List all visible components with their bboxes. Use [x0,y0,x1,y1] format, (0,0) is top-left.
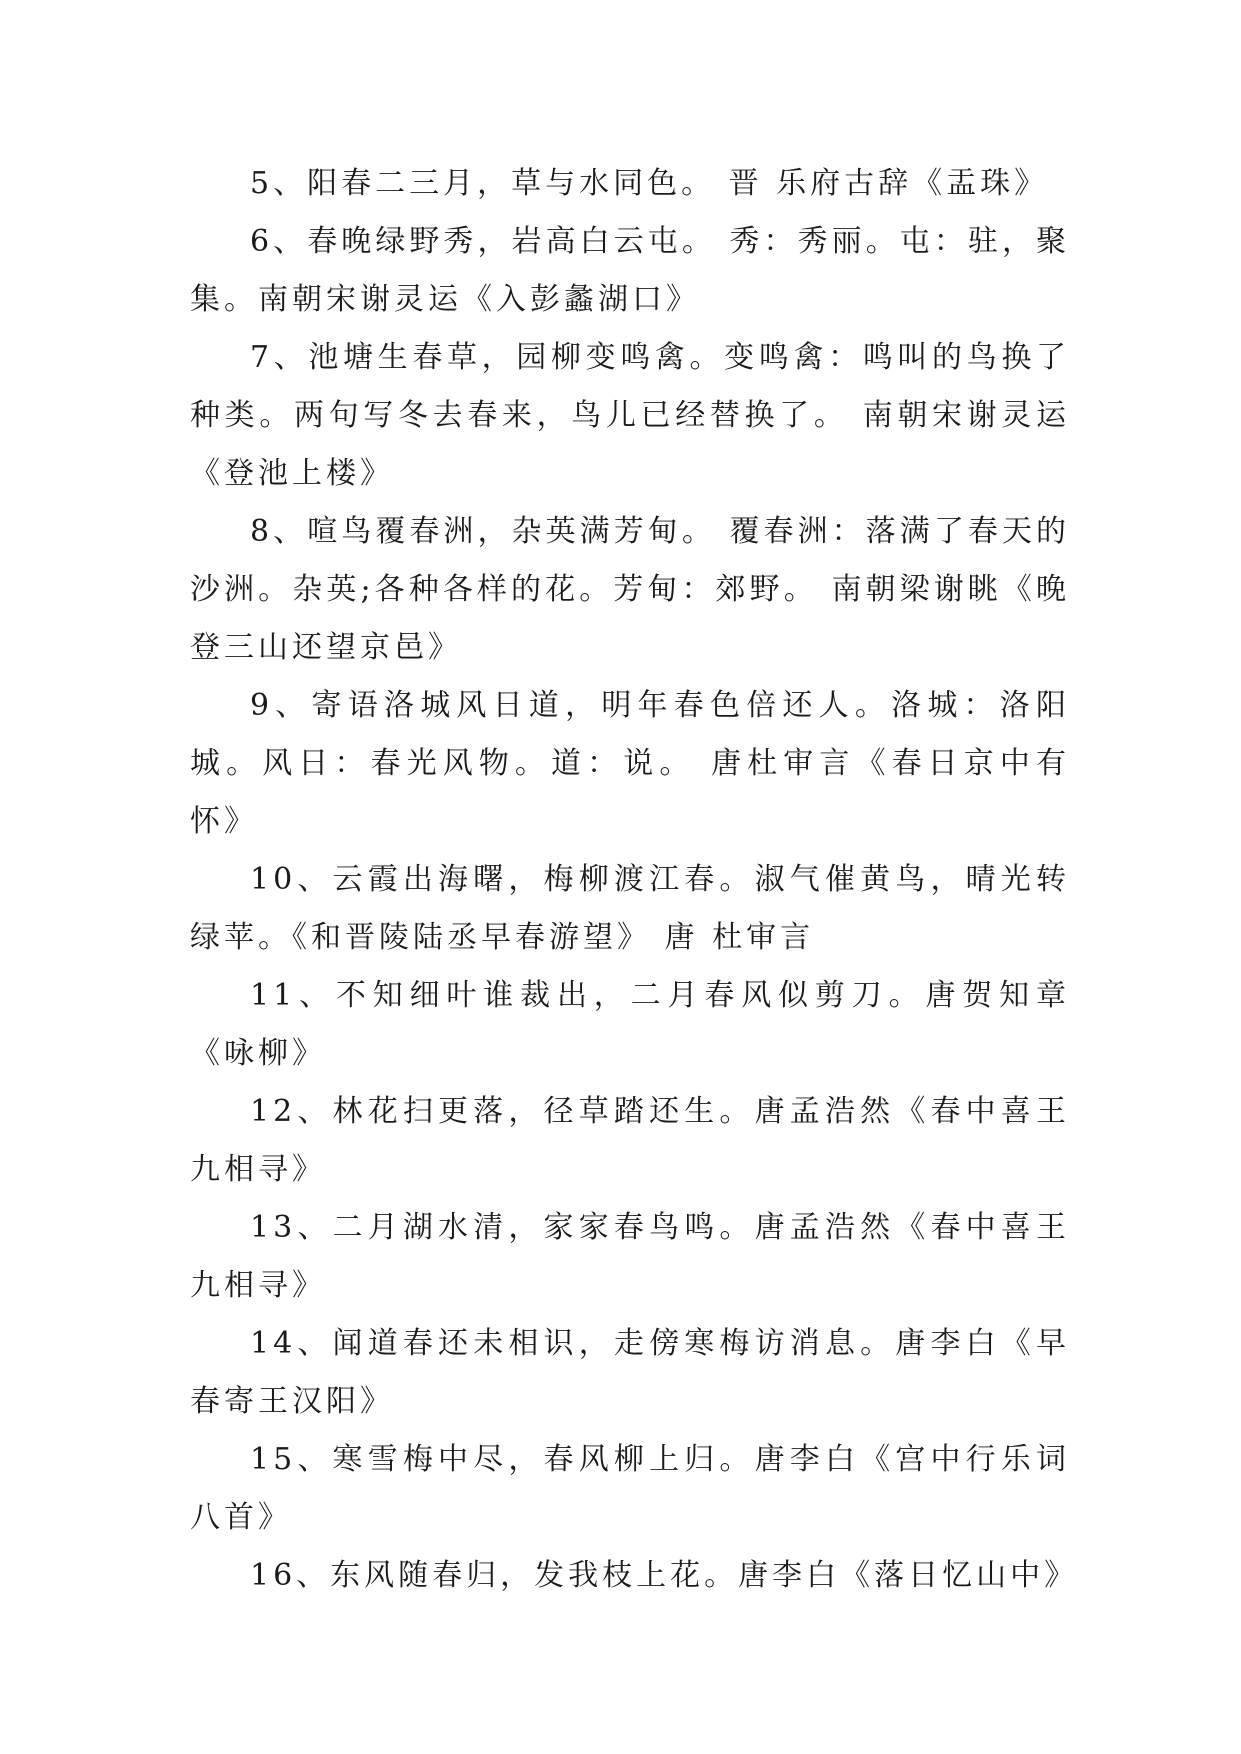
poem-entry-5: 5、阳春二三月，草与水同色。 晋 乐府古辞《盂珠》 [250,166,1049,201]
poem-entry-11: 11、不知细叶谁裁出，二月春风似剪刀。唐贺知章《咏柳》 [190,978,1070,1071]
poem-entry-7: 7、池塘生春草，园柳变鸣禽。变鸣禽：鸣叫的鸟换了种类。两句写冬去春来，鸟儿已经替换了。 南朝宋谢灵运《登池上楼》 [190,340,1070,491]
poem-entry-8: 8、喧鸟覆春洲，杂英满芳甸。 覆春洲：落满了春天的沙洲。杂英;各种各样的花。芳甸：郊野。 南朝梁谢眺《晚登三山还望京邑》 [190,514,1070,665]
poem-entry-10: 10、云霞出海曙，梅柳渡江春。淑气催黄鸟，晴光转绿苹。《和晋陵陆丞早春游望》 唐 杜审言 [190,862,1070,955]
poem-entry-14: 14、闻道春还未相识，走傍寒梅访消息。唐李白《早春寄王汉阳》 [190,1326,1070,1419]
poem-entry-9: 9、寄语洛城风日道，明年春色倍还人。洛城：洛阳城。风日：春光风物。道：说。 唐杜审言《春日京中有怀》 [190,688,1070,839]
poem-entry-13: 13、二月湖水清，家家春鸟鸣。唐孟浩然《春中喜王九相寻》 [190,1210,1070,1303]
poem-entry-16: 16、东风随春归，发我枝上花。唐李白《落日忆山中》 [250,1558,1079,1593]
poem-list [190,155,1079,1605]
poem-entry-6: 6、春晚绿野秀，岩高白云屯。 秀：秀丽。屯：驻，聚集。南朝宋谢灵运《入彭蠡湖口》 [190,224,1070,317]
poem-entry-15: 15、寒雪梅中尽，春风柳上归。唐李白《宫中行乐词八首》 [190,1442,1070,1535]
poem-entry-12: 12、林花扫更落，径草踏还生。唐孟浩然《春中喜王九相寻》 [190,1094,1070,1187]
